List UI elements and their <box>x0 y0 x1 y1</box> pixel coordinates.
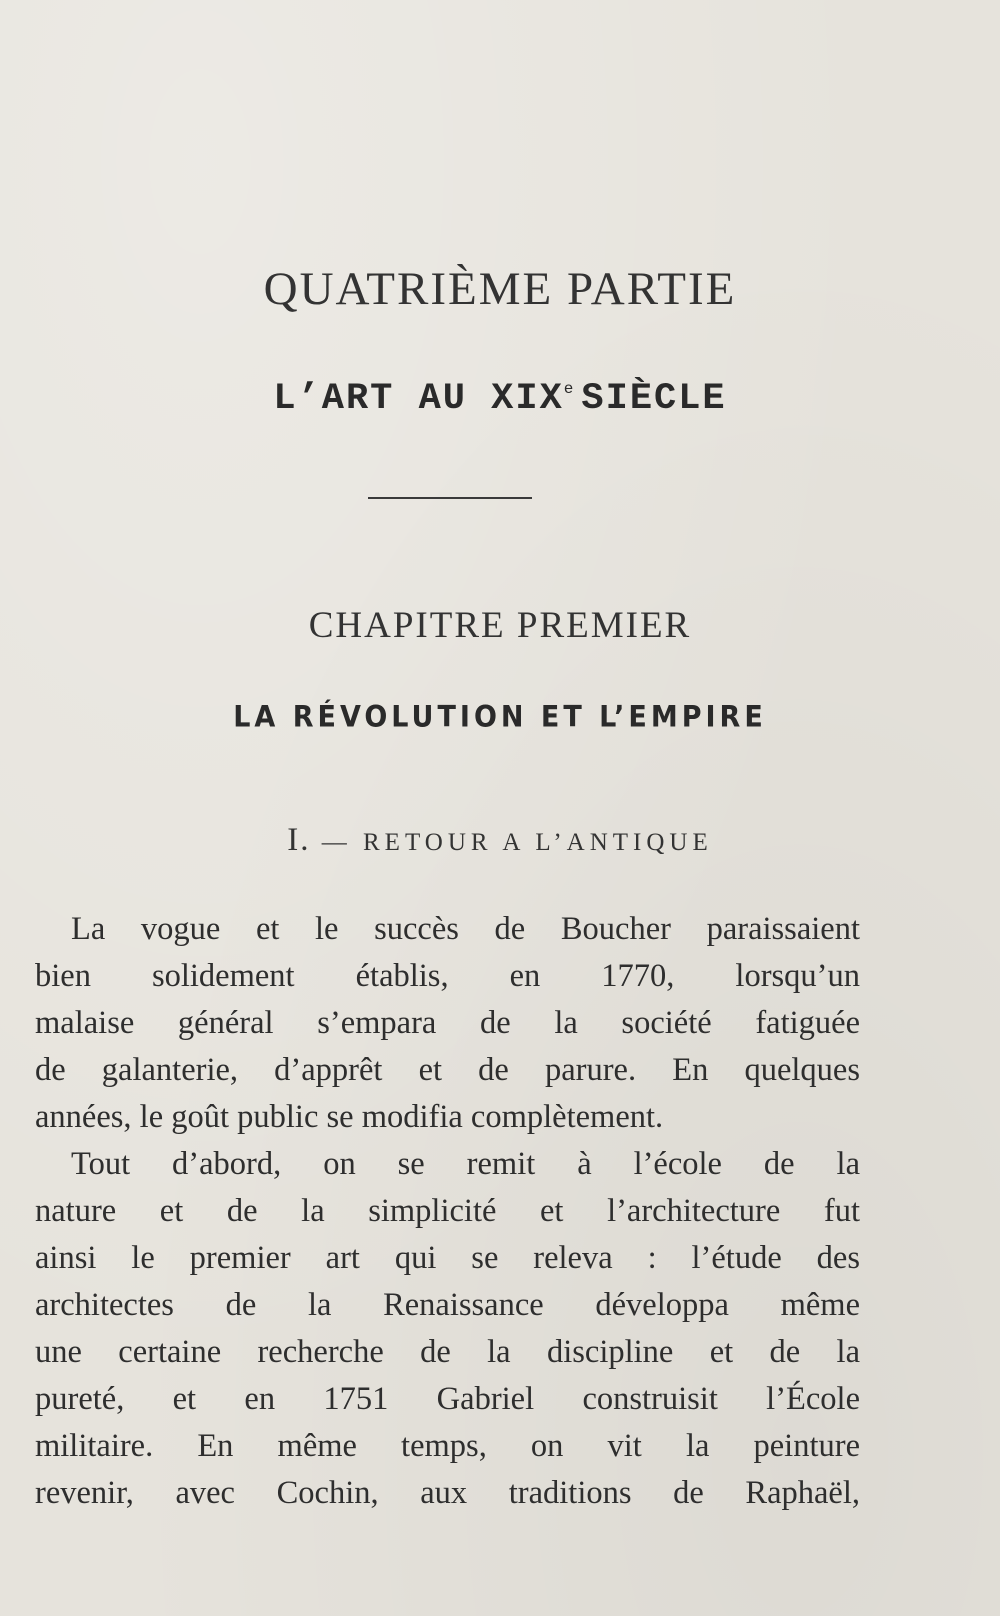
text-line: revenir, avec Cochin, aux traditions de Raphaël, <box>35 1475 860 1511</box>
body-text <box>35 906 860 1517</box>
text-line: malaise général s’empara de la société fatiguée <box>35 1005 860 1041</box>
horizontal-rule <box>368 497 532 499</box>
section-title-text: RETOUR A L’ANTIQUE <box>363 829 713 856</box>
text-line: bien solidement établis, en 1770, lorsqu’un <box>35 958 860 994</box>
text-line: militaire. En même temps, on vit la peinture <box>35 1428 860 1464</box>
part-subtitle <box>0 378 1000 420</box>
chapter-subtitle: LA RÉVOLUTION ET L’EMPIRE <box>233 700 767 735</box>
part-subtitle-main: L’ART AU XIX <box>273 378 564 420</box>
text-line: une certaine recherche de la discipline et de la <box>35 1334 860 1370</box>
chapter-title: CHAPITRE PREMIER <box>308 605 692 646</box>
text-line: nature et de la simplicité et l’architecture fut <box>35 1193 860 1229</box>
section-title <box>0 822 1000 859</box>
text-line: de galanterie, d’apprêt et de parure. En quelques <box>35 1052 860 1088</box>
text-line: Tout d’abord, on se remit à l’école de la <box>71 1146 860 1182</box>
text-line: pureté, et en 1751 Gabriel construisit l’École <box>35 1381 860 1417</box>
section-number: I. <box>287 822 311 858</box>
text-line: architectes de la Renaissance développa même <box>35 1287 860 1323</box>
text-line: années, le goût public se modifia complètement. <box>35 1099 664 1135</box>
part-title: QUATRIÈME PARTIE <box>263 263 737 315</box>
part-subtitle-superscript: e <box>563 380 576 398</box>
section-dash: — <box>321 829 352 856</box>
text-line: ainsi le premier art qui se releva : l’étude des <box>35 1240 860 1276</box>
text-line: La vogue et le succès de Boucher paraissaient <box>71 911 860 947</box>
part-subtitle-end: SIÈCLE <box>581 378 727 420</box>
